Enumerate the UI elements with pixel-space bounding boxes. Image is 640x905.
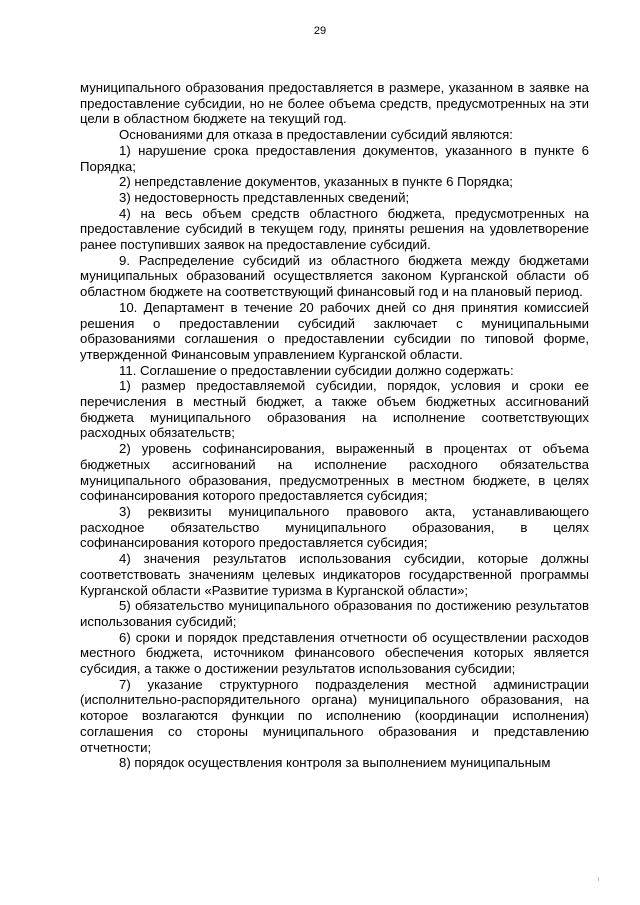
list-item-agreement-6: 6) сроки и порядок представления отчетности об осуществлении расходов местного бюджета, источником финансового обеспечения которых является субсидия, а также о достижении результатов использования субсидии; [80,629,589,677]
scan-edge-mark [598,877,599,881]
list-item-agreement-2: 2) уровень софинансирования, выраженный в процентах от объема бюджетных ассигнований на исполнение расходного обязательства муниципального образования, предусмотренных в местном бюджете, в целях софинансирования которого предоставляется субсидия; [80,441,589,504]
list-item-agreement-5: 5) обязательство муниципального образования по достижению результатов использования субсидий; [80,598,589,629]
paragraph-refusal-grounds: Основаниями для отказа в предоставлении субсидий являются: [119,127,513,143]
paragraph-section-10: 10. Департамент в течение 20 рабочих дней со дня принятия комиссией решения о предоставлении субсидий заключает с муниципальными образованиями соглашения о предоставлении субсидии по типовой форме, утвержденной Финансовым управлением Курганской области. [80,299,589,362]
paragraph-section-9: 9. Распределение субсидий из областного бюджета между бюджетами муниципальных образований осуществляется законом Курганской области об областном бюджете на соответствующий финансовый год и на плановый период. [80,252,589,300]
paragraph-section-11: 11. Соглашение о предоставлении субсидии должно содержать: [119,362,514,378]
paragraph-continuation: муниципального образования предоставляется в размере, указанном в заявке на предоставление субсидии, но не более объема средств, предусмотренных на эти цели в областном бюджете на текущий год. [80,80,589,127]
list-item-refusal-1: 1) нарушение срока предоставления документов, указанного в пункте 6 Порядка; [80,142,589,174]
list-item-agreement-1: 1) размер предоставляемой субсидии, порядок, условия и сроки ее перечисления в местный бюджет, а также объем бюджетных ассигнований бюджета муниципального образования на исполнение соответствующих расходных обязательств; [80,378,589,441]
list-item-refusal-3: 3) недостоверность представленных сведений; [119,189,410,205]
list-item-agreement-8: 8) порядок осуществления контроля за выполнением муниципальным [119,755,551,771]
list-item-agreement-3: 3) реквизиты муниципального правового акта, устанавливающего расходное обязательство муниципального образования, в целях софинансирования которого предоставляется субсидия; [80,503,589,551]
list-item-refusal-4: 4) на весь объем средств областного бюджета, предусмотренных на предоставление субсидий в текущем году, приняты решения на удовлетворение ранее поступивших заявок на предоставление субсидий. [80,205,589,253]
page-number: 29 [313,25,327,37]
list-item-agreement-4: 4) значения результатов использования субсидии, которые должны соответствовать значениям целевых индикаторов государственной программы Курганской области «Развитие туризма в Курганской области»; [80,551,589,598]
document-body [80,80,589,771]
list-item-refusal-2: 2) непредставление документов, указанных в пункте 6 Порядка; [119,174,513,190]
list-item-agreement-7: 7) указание структурного подразделения местной администрации (исполнительно-распорядительного органа) муниципального образования, на которое возлагаются функции по исполнению (координации исполнения) соглашения со стороны муниципального образования и представлению отчетности; [80,676,589,755]
